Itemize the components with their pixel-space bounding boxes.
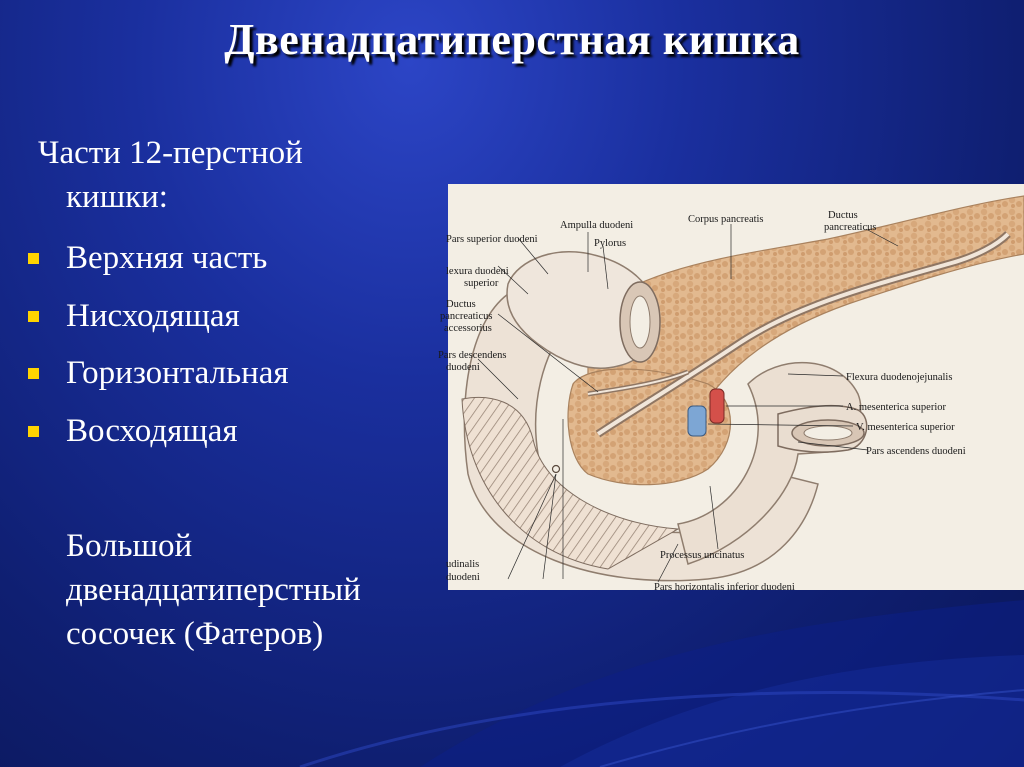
parts-intro	[38, 131, 398, 219]
list-item	[28, 409, 289, 467]
square-bullet-icon	[28, 368, 39, 379]
label-v-mesenterica: V. mesenterica superior	[856, 422, 955, 433]
label-ductus-accessorius-1: Ductus	[446, 299, 476, 310]
label-flexura-superior-2: superior	[464, 278, 499, 289]
papilla-line2: двенадцатиперстный	[66, 572, 361, 608]
list-item-label: Восходящая	[66, 412, 238, 449]
label-plica-1: udinalis	[446, 559, 480, 570]
square-bullet-icon	[28, 426, 39, 437]
square-bullet-icon	[28, 311, 39, 322]
label-flexura-superior-1: lexura duodeni	[446, 266, 509, 277]
parts-intro-line1: Части 12-перстной	[38, 135, 303, 171]
label-ductus-accessorius-3: accessorius	[444, 323, 492, 334]
label-pars-ascendens: Pars ascendens duodeni	[866, 446, 966, 457]
duodenum-anatomy-figure	[438, 184, 1024, 593]
label-flexura-duodenojejunalis: Flexura duodenojejunalis	[846, 372, 953, 383]
label-plica-2: duodeni	[446, 572, 480, 583]
papilla-line3: сосочек (Фатеров)	[66, 616, 324, 652]
label-pars-descendens-1: Pars descendens	[438, 350, 507, 361]
papilla-note	[66, 524, 446, 656]
label-pars-descendens-2: duodeni	[446, 362, 480, 373]
label-pylorus: Pylorus	[594, 238, 627, 249]
list-item-label: Верхняя часть	[66, 240, 268, 276]
label-ductus-1: Ductus	[828, 210, 858, 221]
label-pars-superior: Pars superior duodeni	[446, 234, 538, 245]
label-ductus-accessorius-2: pancreaticus	[440, 311, 493, 322]
slide-title: Двенадцатиперстная кишка	[224, 15, 800, 64]
label-a-mesenterica: A. mesenterica superior	[846, 402, 947, 413]
list-item	[28, 236, 289, 294]
papilla-line1: Большой	[66, 528, 193, 564]
label-pars-horizontalis: Pars horizontalis inferior duodeni	[654, 582, 795, 593]
square-bullet-icon	[28, 253, 39, 264]
parts-list	[28, 236, 289, 466]
label-ductus-2: pancreaticus	[824, 222, 877, 233]
list-item	[28, 351, 289, 409]
label-processus-uncinatus: Processus uncinatus	[660, 550, 745, 561]
parts-intro-line2: кишки:	[66, 179, 168, 215]
label-ampulla: Ampulla duodeni	[560, 220, 634, 231]
list-item-label: Горизонтальная	[66, 355, 289, 391]
list-item-label: Нисходящая	[66, 297, 240, 334]
label-corpus: Corpus pancreatis	[688, 214, 764, 225]
anatomy-illustration	[438, 184, 1024, 593]
list-item	[28, 294, 289, 352]
